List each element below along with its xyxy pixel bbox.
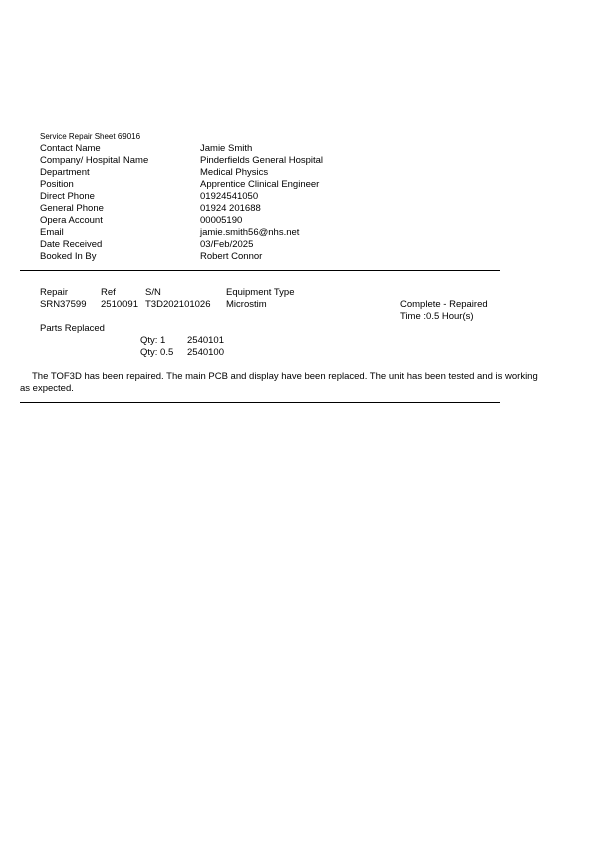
repair-notes [20, 371, 540, 394]
header-sn: S/N [145, 287, 161, 298]
repair-time: Time :0.5 Hour(s) [400, 311, 474, 322]
field-value: Apprentice Clinical Engineer [200, 179, 320, 190]
field-value: 00005190 [200, 215, 243, 226]
field-label: Direct Phone [40, 191, 95, 202]
field-value: 01924541050 [200, 191, 259, 202]
repair-number: SRN37599 [40, 299, 87, 310]
field-label: Date Received [40, 239, 103, 250]
field-label: General Phone [40, 203, 104, 214]
repair-notes-text: The TOF3D has been repaired. The main PCB and display have been replaced. The unit has been tested and is working as expected. [20, 371, 538, 394]
header-repair: Repair [40, 287, 68, 298]
field-label: Company/ Hospital Name [40, 155, 149, 166]
divider [20, 270, 500, 271]
part-qty: Qty: 1 [140, 335, 166, 346]
field-label: Contact Name [40, 143, 101, 154]
repair-status: Complete - Repaired [400, 299, 488, 310]
part-qty: Qty: 0.5 [140, 347, 174, 358]
field-value: Pinderfields General Hospital [200, 155, 324, 166]
part-number: 2540100 [187, 347, 224, 358]
sheet-title: Service Repair Sheet 69016 [40, 132, 141, 141]
field-value: 01924 201688 [200, 203, 261, 214]
part-number: 2540101 [187, 335, 224, 346]
field-label: Booked In By [40, 251, 97, 262]
field-value: Jamie Smith [200, 143, 253, 154]
field-label: Opera Account [40, 215, 103, 226]
header-equipment-type: Equipment Type [226, 287, 295, 298]
equipment-type: Microstim [226, 299, 267, 310]
field-label: Email [40, 227, 64, 238]
field-value: Robert Connor [200, 251, 263, 262]
divider [20, 402, 500, 403]
field-label: Position [40, 179, 74, 190]
ref-number: 2510091 [101, 299, 138, 310]
header-ref: Ref [101, 287, 116, 298]
serial-number: T3D202101026 [145, 299, 211, 310]
field-value: 03/Feb/2025 [200, 239, 254, 250]
field-label: Department [40, 167, 90, 178]
email-value: jamie.smith56@nhs.net [200, 227, 300, 238]
parts-replaced-label: Parts Replaced [40, 323, 105, 334]
field-value: Medical Physics [200, 167, 269, 178]
